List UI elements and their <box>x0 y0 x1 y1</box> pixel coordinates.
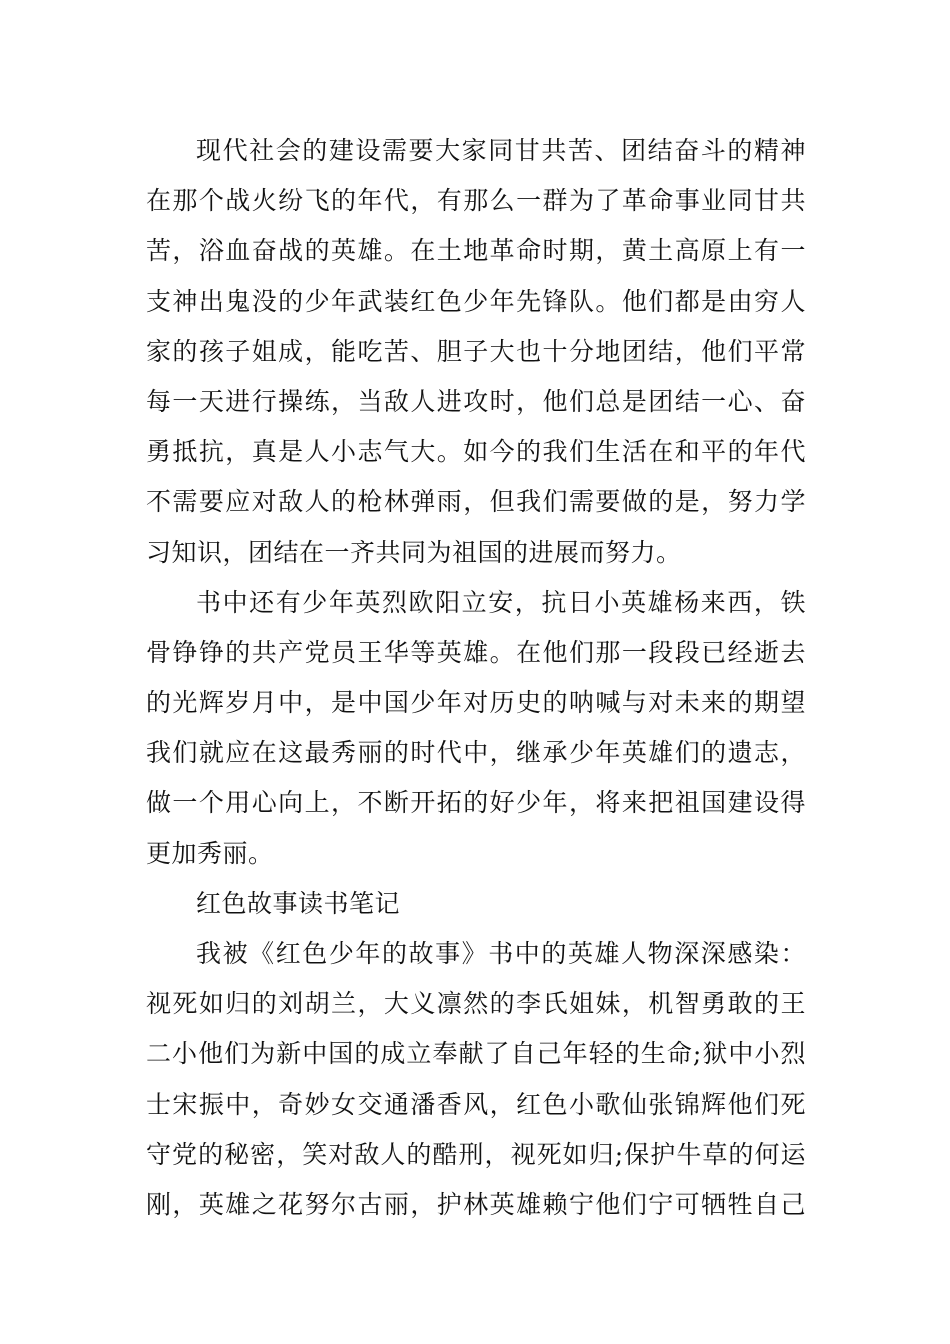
text-line: 更加秀丽。 <box>146 838 274 868</box>
text-line: 做一个用心向上，不断开拓的好少年，将来把祖国建设得 <box>146 788 806 818</box>
text-line: 支神出鬼没的少年武装红色少年先锋队。他们都是由穷人 <box>146 286 806 316</box>
text-line: 习知识，团结在一齐共同为祖国的进展而努力。 <box>146 537 682 567</box>
text-line: 视死如归的刘胡兰，大义凛然的李氏姐妹，机智勇敢的王 <box>146 989 806 1019</box>
text-line: 现代社会的建设需要大家同甘共苦、团结奋斗的精神 <box>196 136 806 165</box>
text-line: 家的孩子姐成，能吃苦、胆子大也十分地团结，他们平常 <box>146 336 806 366</box>
text-line: 在那个战火纷飞的年代，有那么一群为了革命事业同甘共 <box>146 186 806 216</box>
text-line: 我被《红色少年的故事》书中的英雄人物深深感染： <box>196 939 806 968</box>
text-line: 二小他们为新中国的成立奉献了自己年轻的生命;狱中小烈 <box>146 1039 806 1069</box>
text-line: 刚，英雄之花努尔古丽，护林英雄赖宁他们宁可牺牲自己 <box>146 1189 806 1219</box>
text-line: 书中还有少年英烈欧阳立安，抗日小英雄杨来西，铁 <box>196 587 806 617</box>
text-line: 红色故事读书笔记 <box>196 888 401 918</box>
text-line: 每一天进行操练，当敌人进攻时，他们总是团结一心、奋 <box>146 386 806 416</box>
text-line: 守党的秘密，笑对敌人的酷刑，视死如归;保护牛草的何运 <box>146 1139 806 1169</box>
text-line: 士宋振中，奇妙女交通潘香风，红色小歌仙张锦辉他们死 <box>146 1089 806 1119</box>
text-line: 我们就应在这最秀丽的时代中，继承少年英雄们的遗志， <box>146 738 806 768</box>
text-line: 苦，浴血奋战的英雄。在土地革命时期，黄土高原上有一 <box>146 236 806 266</box>
text-line: 不需要应对敌人的枪林弹雨，但我们需要做的是，努力学 <box>146 487 806 517</box>
text-line: 骨铮铮的共产党员王华等英雄。在他们那一段段已经逝去 <box>146 637 806 667</box>
document-body <box>146 126 806 1230</box>
text-line: 的光辉岁月中，是中国少年对历史的呐喊与对未来的期望 <box>146 688 806 718</box>
text-line: 勇抵抗，真是人小志气大。如今的我们生活在和平的年代 <box>146 437 806 467</box>
